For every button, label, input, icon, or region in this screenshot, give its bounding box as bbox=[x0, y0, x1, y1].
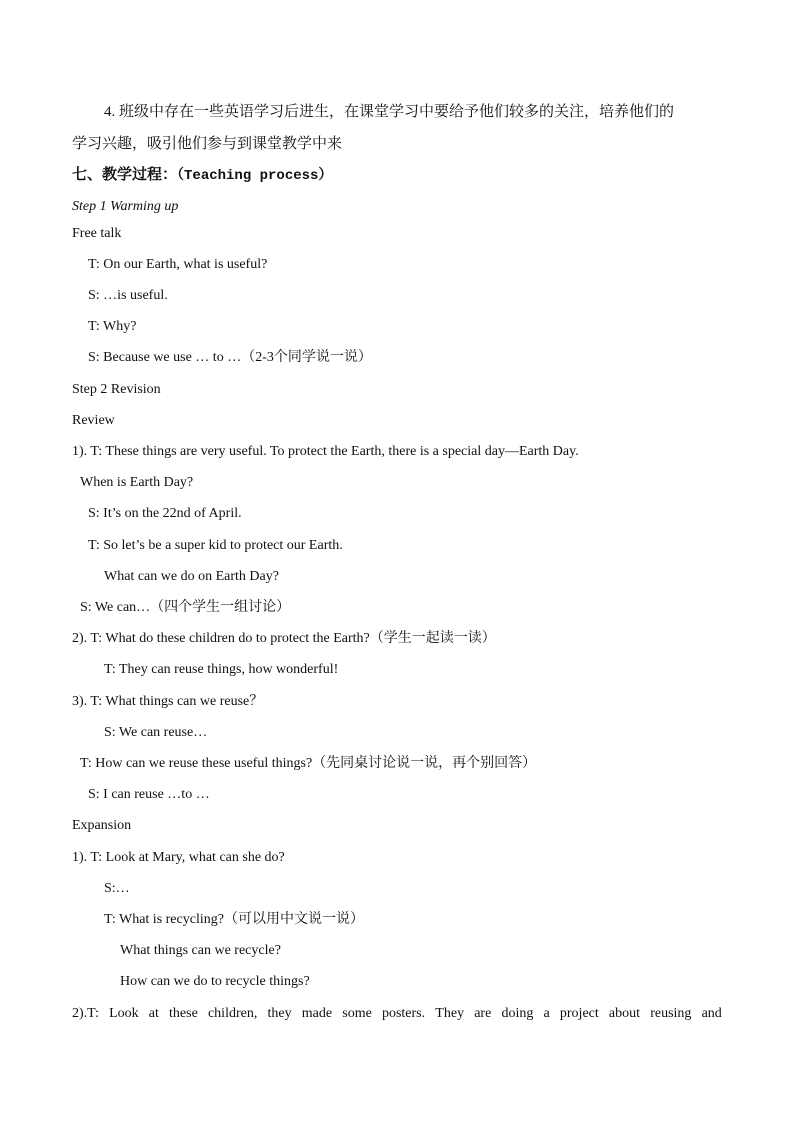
dialogue-line: What things can we recycle? bbox=[120, 943, 281, 958]
dialogue-line: S: We can…（四个学生一组讨论） bbox=[80, 600, 291, 615]
dialogue-line: 3). T: What things can we reuse？ bbox=[72, 694, 264, 709]
word: about bbox=[608, 1006, 641, 1021]
word: children, bbox=[207, 1006, 258, 1021]
word: these bbox=[169, 1006, 198, 1021]
dialogue-line: When is Earth Day? bbox=[80, 475, 194, 490]
dialogue-line: S: …is useful. bbox=[88, 288, 168, 303]
word: at bbox=[148, 1006, 159, 1021]
dialogue-line: 2). T: What do these children do to protect the Earth?（学生一起读一读） bbox=[72, 631, 496, 646]
dialogue-line: How can we do to recycle things? bbox=[120, 974, 310, 989]
word: project bbox=[559, 1006, 599, 1021]
dialogue-line: T: How can we reuse these useful things?（先同桌讨论说一说，再个别回答） bbox=[80, 756, 537, 771]
dialogue-line: T: They can reuse things, how wonderful! bbox=[104, 662, 339, 677]
dialogue-line: 1). T: These things are very useful. To protect the Earth, there is a special day—Earth Day. bbox=[72, 444, 579, 459]
dialogue-line: T: Why? bbox=[88, 319, 137, 334]
dialogue-line: What can we do on Earth Day? bbox=[104, 569, 279, 584]
word: Look bbox=[109, 1006, 139, 1021]
dialogue-line: T: On our Earth, what is useful? bbox=[88, 257, 268, 272]
word: 2).T: bbox=[72, 1006, 99, 1021]
section-heading bbox=[72, 166, 332, 185]
word: are bbox=[474, 1006, 492, 1021]
word: they bbox=[267, 1006, 292, 1021]
item-4-line-2: 学习兴趣，吸引他们参与到课堂教学中来 bbox=[72, 136, 343, 152]
dialogue-line: S: I can reuse …to … bbox=[88, 787, 210, 802]
dialogue-line: S: We can reuse… bbox=[104, 725, 208, 740]
free-talk-label: Free talk bbox=[72, 226, 122, 241]
step-2-title: Step 2 Revision bbox=[72, 382, 161, 397]
word: They bbox=[435, 1006, 465, 1021]
section-heading-en: （Teaching process） bbox=[177, 168, 333, 184]
dialogue-line: S: Because we use … to …（2-3个同学说一说） bbox=[88, 350, 372, 365]
dialogue-line: T: So let’s be a super kid to protect our Earth. bbox=[88, 538, 343, 553]
expansion-label: Expansion bbox=[72, 818, 132, 833]
justified-paragraph-line bbox=[72, 1005, 722, 1023]
dialogue-line: S: It’s on the 22nd of April. bbox=[88, 506, 242, 521]
review-label: Review bbox=[72, 413, 115, 428]
item-4-line-1: 4. 班级中存在一些英语学习后进生，在课堂学习中要给予他们较多的关注，培养他们的 bbox=[104, 104, 675, 120]
word: and bbox=[701, 1006, 722, 1021]
step-1-title: Step 1 Warming up bbox=[72, 199, 179, 214]
dialogue-line: 1). T: Look at Mary, what can she do? bbox=[72, 850, 285, 865]
dialogue-line: T: What is recycling?（可以用中文说一说） bbox=[104, 912, 364, 927]
word: made bbox=[301, 1006, 333, 1021]
word: reusing bbox=[650, 1006, 692, 1021]
word: a bbox=[543, 1006, 550, 1021]
section-heading-cn: 七、教学过程： bbox=[72, 167, 178, 183]
word: some bbox=[342, 1006, 372, 1021]
dialogue-line: S:… bbox=[104, 881, 130, 896]
word: posters. bbox=[381, 1006, 426, 1021]
word: doing bbox=[501, 1006, 534, 1021]
